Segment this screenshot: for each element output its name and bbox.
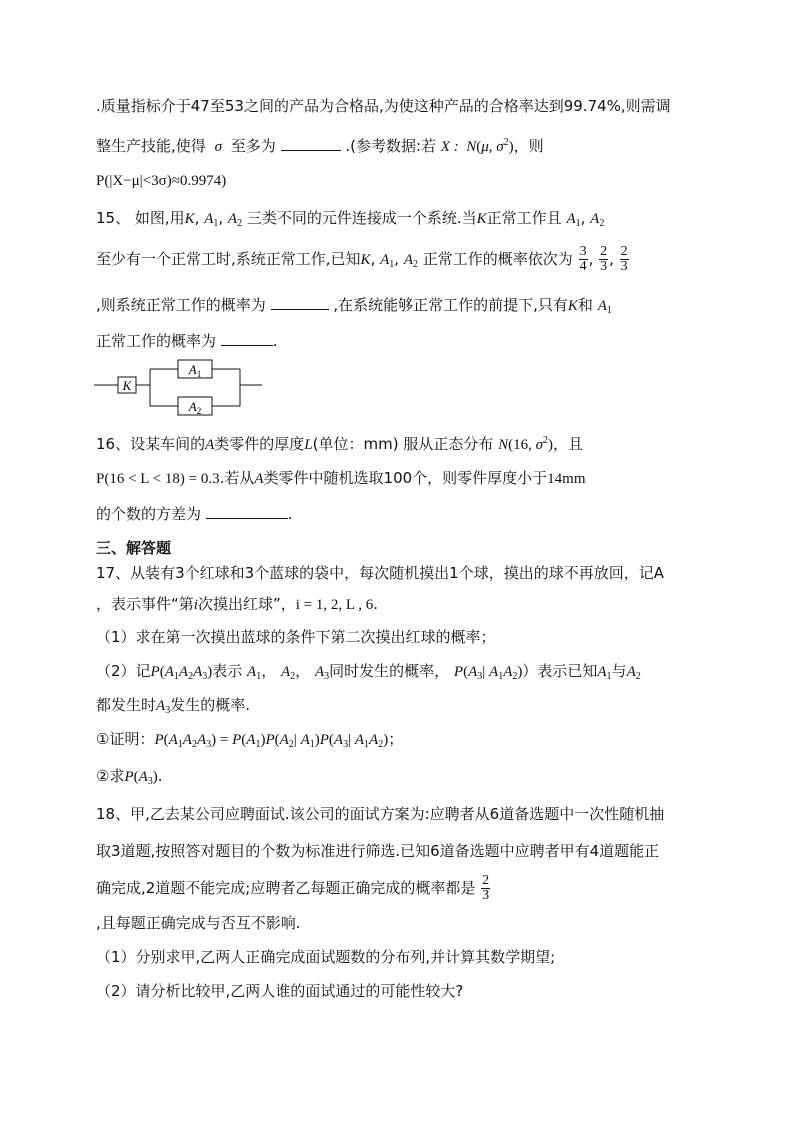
q15-line-4: 正常工作的概率为 .: [96, 332, 278, 350]
q17-line-5: 都发生时$A_3$发生的概率.: [96, 696, 250, 716]
math-expr: (16,: [508, 437, 536, 453]
q17-text: 发生的概率.: [170, 696, 250, 714]
q14-line-1: [96, 95, 671, 117]
math-expr: X : N: [440, 139, 477, 155]
q18-text: （1）分别求甲,乙两人正确完成面试题数的分布列,并计算其数学期望;: [96, 948, 556, 966]
q16-text: .若从: [219, 469, 255, 487]
q16-text: 类零件中随机选取100个，则零件厚度小于: [263, 469, 548, 487]
math-expr: K: [360, 252, 371, 268]
q15-text: 和: [577, 296, 593, 314]
q16-text: 类零件的厚度: [214, 435, 305, 453]
q15-line-2: 至少有一个正常工时,系统正常工作,已知K, $A_1$, $A_2$ 正常工作的概率依次为 $\frac{3}{4}$ , $\frac{2}{3}$ , $\frac{2}{3}$: [96, 244, 628, 274]
q15-line-3: [96, 294, 612, 322]
q18-line-3: [96, 874, 491, 903]
math-expr: 2: [237, 218, 243, 229]
q17-text: （2）记: [96, 662, 151, 680]
math-expr: μ: [481, 139, 489, 155]
math-expr: A: [254, 471, 264, 487]
q17-text: .: [157, 767, 163, 785]
q17-line-3: [96, 626, 496, 648]
q15-text: 三类不同的元件连接成一个系统.当: [246, 209, 477, 227]
math-expr: ,: [488, 139, 497, 155]
math-expr: A: [164, 664, 174, 680]
q14-text: ，则: [513, 137, 544, 155]
math-expr: A: [227, 211, 238, 227]
q16-line-1: [96, 430, 583, 456]
fraction: [599, 245, 608, 274]
math-expr: A: [566, 211, 576, 227]
math-expr: ): [508, 139, 514, 155]
math-expr: A: [590, 211, 600, 227]
math-expr: 1: [213, 218, 219, 229]
q14-text: 至多为: [230, 137, 276, 155]
q18-line-1: [96, 803, 664, 825]
answer-blank[interactable]: [271, 295, 329, 310]
q17-text: 17、从装有3个红球和3个蓝球的袋中，每次随机摸出1个球，摸出的球不再放回，记A: [96, 564, 664, 582]
q16-text: 16、设某车间的: [96, 435, 206, 453]
q18-line-2: [96, 840, 659, 862]
denominator: 4: [579, 259, 587, 274]
component-a1-label: $A_1$: [188, 362, 202, 379]
switch-k-label: K: [122, 378, 132, 393]
math-expr: K: [476, 211, 487, 227]
q15-text: 正常工作的概率为: [96, 332, 217, 350]
q17-line-6: ①证明：$P(A_1A_2A_3) = P(A_1)P(A_2|$ $A_1)P(A_3|$ $A_1A_2$)；: [96, 730, 404, 750]
q16-text: ，且: [553, 435, 584, 453]
q18-line-5: [96, 946, 555, 968]
q14-text: 整生产技能,使得: [96, 137, 206, 155]
q17-line-4: （2）记$P(A_1A_2A_3)$表示 $A_1$， $A_2$， $A_3$同时发生的概率， $P(A_3|$ $A_1A_2$)）表示已知$A_1$与$A_2$: [96, 662, 641, 682]
q15-line-1: 15、 如图,用K, $A_1$, $A_2$ 三类不同的元件连接成一个系统.当K正常工作且 $A_1$, $A_2$: [96, 209, 605, 229]
math-expr: i = 1, 2, L , 6: [295, 597, 374, 613]
math-expr: A: [380, 252, 390, 268]
q17-text: 次摸出红球”，: [197, 595, 296, 613]
q18-line-4: [96, 912, 301, 934]
math-expr: i: [193, 597, 198, 613]
q17-text: ，表示事件“第: [96, 595, 194, 613]
math-expr: P(16 < L < 18) = 0.3: [96, 471, 220, 487]
q17-text: ①证明：: [96, 730, 155, 748]
q15-text: 正常工作且: [486, 209, 562, 227]
q16-text: 的个数的方差为: [96, 505, 202, 523]
math-expr: σ: [496, 139, 504, 155]
q17-line-1: [96, 562, 664, 584]
q14-line-2: [96, 132, 544, 158]
q18-text: ,且每题正确完成与否互不影响.: [96, 914, 301, 932]
numerator: 2: [600, 244, 608, 259]
q17-text: ）表示已知: [522, 662, 598, 680]
q15-text: 至少有一个正常工时,系统正常工作,已知: [96, 250, 361, 268]
q18-text: 取3道题,按照答对题目的个数为标准进行筛选.已知6道备选题中应聘者甲有4道题能正: [96, 842, 660, 860]
math-expr: σ: [535, 437, 544, 453]
q18-text: （2）请分析比较甲,乙两人谁的面试通过的可能性较大?: [96, 982, 464, 1000]
q17-text: 都发生时: [96, 696, 157, 714]
denominator: 3: [600, 259, 608, 274]
circuit-diagram: [94, 356, 269, 416]
math-expr: 2: [413, 259, 418, 270]
math-expr: 1: [575, 218, 581, 229]
math-expr: 2: [503, 137, 509, 148]
numerator: 2: [620, 244, 628, 259]
math-expr: 1: [606, 305, 612, 316]
math-expr: A: [597, 298, 607, 314]
q15-text: 正常工作的概率依次为: [422, 250, 573, 268]
answer-blank[interactable]: [281, 136, 341, 151]
math-expr: A: [204, 211, 214, 227]
q14-line-3: [96, 170, 226, 192]
math-expr: ): [548, 437, 554, 453]
q17-text: 表示: [212, 662, 243, 680]
numerator: 3: [579, 244, 587, 259]
q14-text: .质量指标介于47至53之间的产品为合格品,为使这种产品的合格率达到99.74%,则需调: [96, 97, 671, 115]
fraction: [481, 874, 490, 903]
q17-text: ②求: [96, 767, 125, 785]
math-expr: (: [476, 139, 482, 155]
math-expr: K: [184, 211, 195, 227]
answer-blank[interactable]: [206, 504, 288, 519]
fraction: [620, 245, 629, 274]
denominator: 3: [620, 259, 628, 274]
math-expr: 14mm: [547, 471, 586, 487]
q17-text: （1）求在第一次摸出蓝球的条件下第二次摸出红球的概率；: [96, 628, 496, 646]
fraction: [579, 245, 588, 274]
q17-line-7: ②求$P(A_3)$.: [96, 767, 163, 787]
math-expr: 1: [389, 259, 395, 270]
section-title: 三、解答题: [96, 539, 172, 557]
q16-line-3: 的个数的方差为 .: [96, 505, 293, 523]
q17-line-2: ，表示事件“第i次摸出红球”，i = 1, 2, L , 6.: [96, 595, 378, 613]
q15-text: ,则系统正常工作的概率为: [96, 296, 266, 314]
q18-text: 确完成,2道题不能完成;应聘者乙每题正确完成的概率都是: [96, 879, 476, 897]
q14-text: .(参考数据:若: [345, 137, 437, 155]
math-expr: 2: [599, 218, 605, 229]
q15-text: 15、 如图,用: [96, 209, 185, 227]
answer-blank[interactable]: [221, 331, 273, 346]
math-expr: L: [304, 437, 313, 453]
math-expr: A: [403, 252, 413, 268]
q17-text: 同时发生的概率，: [329, 662, 450, 680]
math-expr: N: [498, 437, 509, 453]
math-expr: P: [150, 664, 160, 680]
math-expr: P(|X−μ|<3σ)≈0.9974): [96, 173, 227, 189]
math-expr: A: [205, 437, 215, 453]
math-expr: K: [567, 298, 578, 314]
math-expr: 2: [543, 435, 549, 446]
component-a2-label: $A_2$: [188, 399, 202, 416]
q16-line-2: [96, 467, 586, 490]
q15-text: ,在系统能够正常工作的前提下,只有: [333, 296, 568, 314]
q16-text: (单位：mm) 服从正态分布: [312, 435, 494, 453]
denominator: 3: [482, 888, 490, 903]
q17-text: 与: [611, 662, 627, 680]
section-heading: [96, 537, 171, 559]
numerator: 2: [482, 873, 490, 888]
sigma-symbol: σ: [214, 139, 222, 155]
q18-line-6: [96, 980, 463, 1002]
math-expr: (: [159, 664, 165, 680]
q18-text: 18、甲,乙去某公司应聘面试.该公司的面试方案为:应聘者从6道备选题中一次性随机抽: [96, 805, 665, 823]
q17-text: ；: [388, 730, 404, 748]
